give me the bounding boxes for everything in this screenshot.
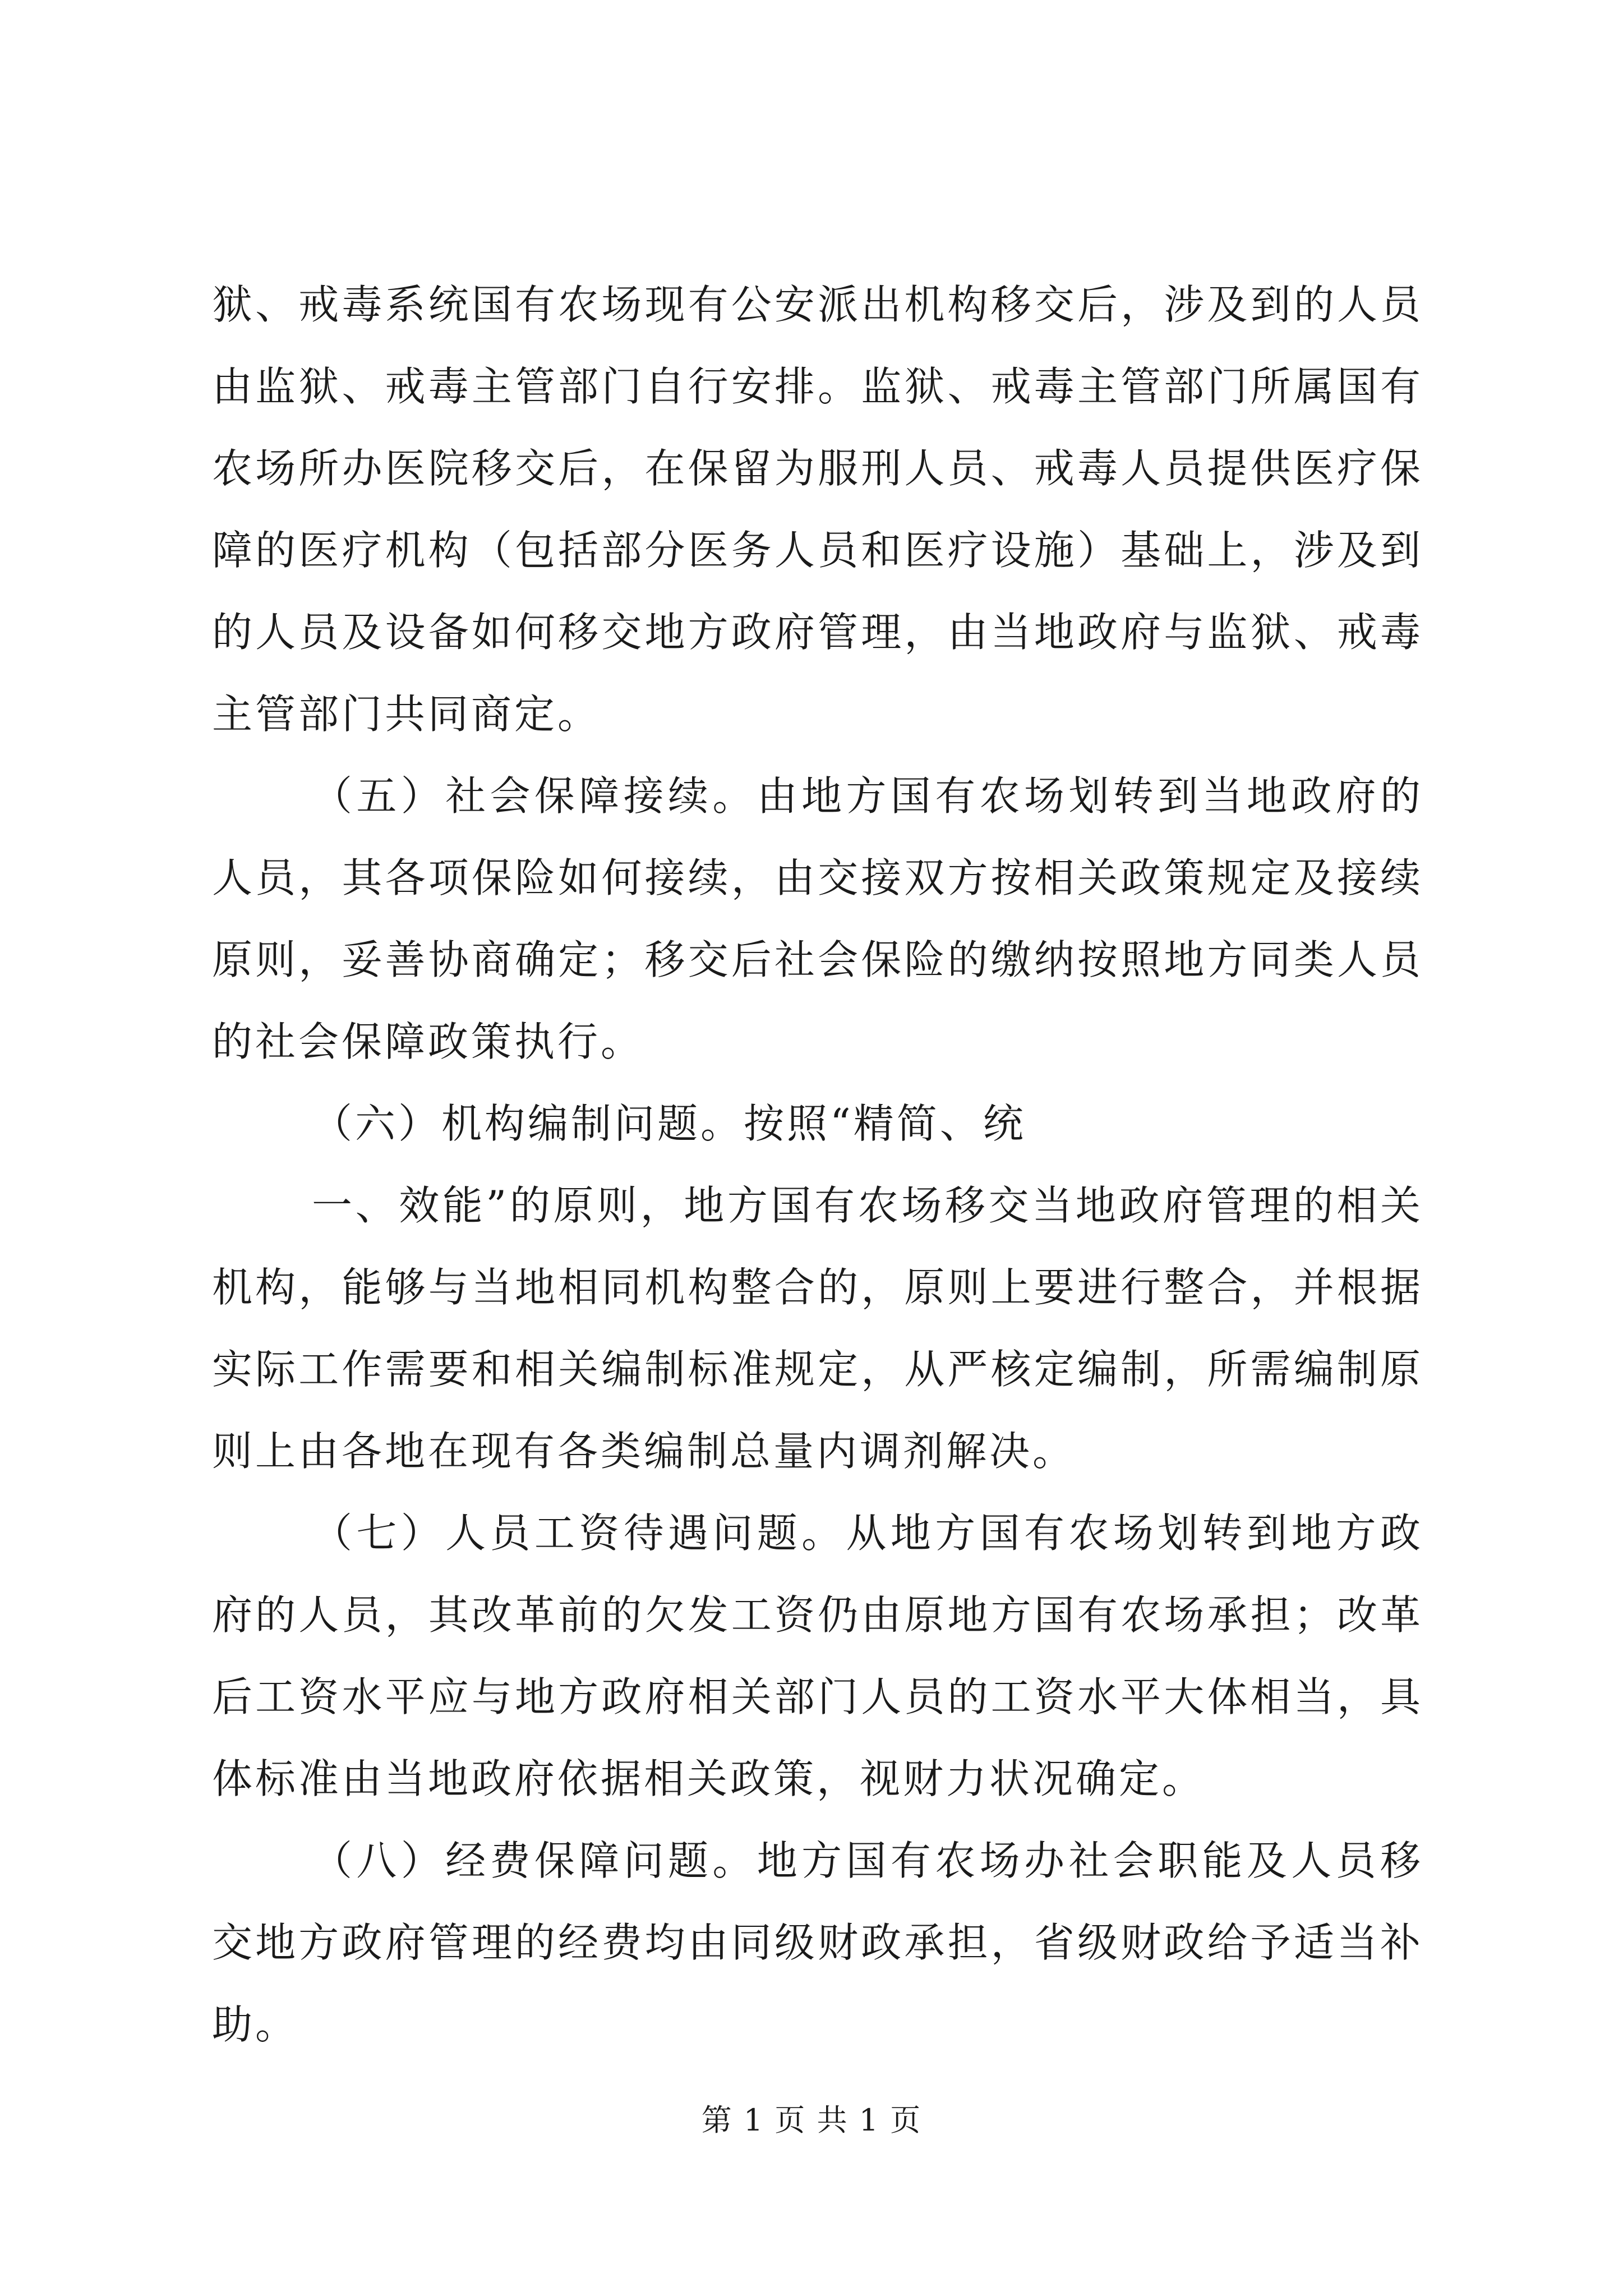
paragraph-6: （八）经费保障问题。地方国有农场办社会职能及人员移交地方政府管理的经费均由同级财政承担，省级财政给予适当补助。 — [212, 1837, 1423, 2048]
paragraph-3: （六）机构编制问题。按照“精简、统 — [312, 1100, 1026, 1147]
page-number-label: 第 1 页 共 1 页 — [701, 2102, 922, 2138]
paragraph-2: （五）社会保障接续。由地方国有农场划转到当地政府的人员，其各项保险如何接续，由交接双方按相关政策规定及接续原则，妥善协商确定；移交后社会保险的缴纳按照地方同类人员的社会保障政策执行。 — [212, 772, 1423, 1065]
paragraph-4: 一、效能”的原则，地方国有农场移交当地政府管理的相关机构，能够与当地相同机构整合的，原则上要进行整合，并根据实际工作需要和相关编制标准规定，从严核定编制，所需编制原则上由各地在现有各类编制总量内调剂解决。 — [212, 1182, 1423, 1475]
paragraph-5: （七）人员工资待遇问题。从地方国有农场划转到地方政府的人员，其改革前的欠发工资仍由原地方国有农场承担；改革后工资水平应与地方政府相关部门人员的工资水平大体相当，具体标准由当地政府依据相关政策，视财力状况确定。 — [212, 1510, 1423, 1802]
paragraph-1: 狱、戒毒系统国有农场现有公安派出机构移交后，涉及到的人员由监狱、戒毒主管部门自行安排。监狱、戒毒主管部门所属国有农场所办医院移交后，在保留为服刑人员、戒毒人员提供医疗保障的医疗机构（包括部分医务人员和医疗设施）基础上，涉及到的人员及设备如何移交地方政府管理，由当地政府与监狱、戒毒主管部门共同商定。 — [212, 281, 1423, 738]
document-body — [212, 264, 1423, 2065]
page-footer — [0, 2098, 1623, 2143]
